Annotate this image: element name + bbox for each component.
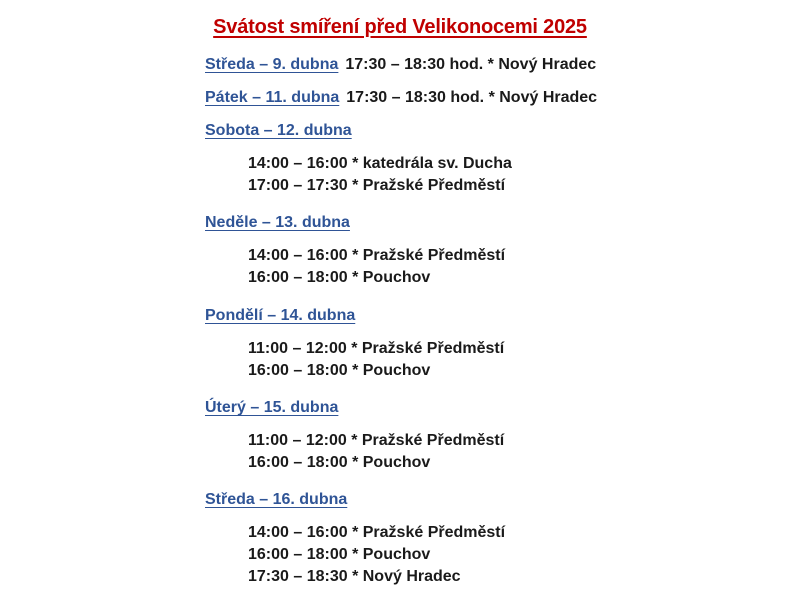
day-heading: Středa – 9. dubna xyxy=(205,56,339,73)
document-title: Svátost smíření před Velikonocemi 2025 xyxy=(213,16,587,38)
day-section-streda-16 xyxy=(205,490,800,588)
time-list xyxy=(248,245,800,289)
time-list xyxy=(248,522,800,588)
time-line: 16:00 – 18:00 * Pouchov xyxy=(248,546,431,563)
day-line xyxy=(205,398,800,418)
day-heading: Úterý – 15. dubna xyxy=(205,399,339,416)
time-line: 14:00 – 16:00 * katedrála sv. Ducha xyxy=(248,155,512,172)
time-line: 14:00 – 16:00 * Pražské Předměstí xyxy=(248,524,506,541)
day-section-nedele-13 xyxy=(205,213,800,289)
day-heading: Pondělí – 14. dubna xyxy=(205,307,356,324)
day-heading: Neděle – 13. dubna xyxy=(205,214,350,231)
day-section-utery-15 xyxy=(205,398,800,474)
time-line: 16:00 – 18:00 * Pouchov xyxy=(248,269,431,286)
schedule-inline: 17:30 – 18:30 hod. * Nový Hradec xyxy=(345,56,597,73)
day-section-patek-11 xyxy=(205,88,800,108)
time-line: 11:00 – 12:00 * Pražské Předměstí xyxy=(248,340,505,357)
day-line xyxy=(205,55,800,75)
schedule-inline: 17:30 – 18:30 hod. * Nový Hradec xyxy=(346,89,598,106)
day-line xyxy=(205,306,800,326)
day-section-sobota-12 xyxy=(205,121,800,197)
time-line: 14:00 – 16:00 * Pražské Předměstí xyxy=(248,247,506,264)
day-line xyxy=(205,213,800,233)
day-line xyxy=(205,121,800,141)
day-heading: Středa – 16. dubna xyxy=(205,491,348,508)
day-heading: Sobota – 12. dubna xyxy=(205,122,352,139)
day-section-pondeli-14 xyxy=(205,306,800,382)
time-line: 11:00 – 12:00 * Pražské Předměstí xyxy=(248,432,505,449)
time-list xyxy=(248,153,800,197)
time-line: 16:00 – 18:00 * Pouchov xyxy=(248,454,431,471)
time-list xyxy=(248,430,800,474)
day-heading: Pátek – 11. dubna xyxy=(205,89,340,106)
day-line xyxy=(205,88,800,108)
time-line: 17:00 – 17:30 * Pražské Předměstí xyxy=(248,177,506,194)
day-section-streda-9 xyxy=(205,55,800,75)
time-line: 17:30 – 18:30 * Nový Hradec xyxy=(248,568,461,585)
time-line: 16:00 – 18:00 * Pouchov xyxy=(248,362,431,379)
time-list xyxy=(248,338,800,382)
day-line xyxy=(205,490,800,510)
